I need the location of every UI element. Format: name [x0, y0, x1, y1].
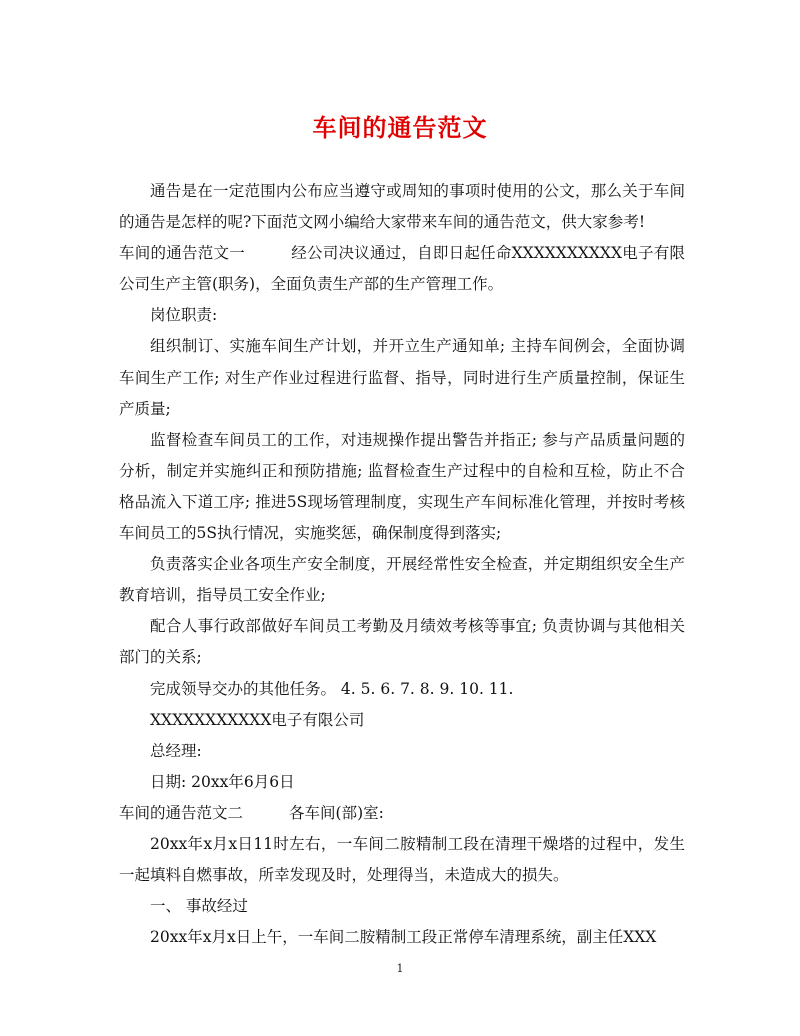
company-name: XXXXXXXXXXX电子有限公司 — [150, 710, 365, 729]
document-title: 车间的通告范文 — [312, 113, 488, 142]
addressee-text: 各车间(部)室: — [289, 803, 384, 822]
duty-paragraph: 完成领导交办的其他任务。 4. 5. 6. 7. 8. 9. 10. 11. — [150, 679, 514, 698]
duty-paragraph: 组织制订、实施车间生产计划，并开立生产通知单; 主持车间例会，全面协调车间生产工作; 对生产作业过程进行监督、指导，同时进行生产质量控制，保证生产质量; — [119, 337, 685, 418]
appointment-text: 经公司决议通过，自即日起任命XXXXXXXXXX电子有限公司生产主管(职务)，全面负责生产部的生产管理工作。 — [119, 244, 685, 294]
section-label-example-one: 车间的通告范文一 — [119, 244, 245, 263]
date-line: 日期: 20xx年6月6日 — [150, 772, 295, 791]
document-body — [119, 176, 685, 953]
duty-paragraph: 负责落实企业各项生产安全制度，开展经常性安全检查，并定期组织安全生产教育培训，指导员工安全作业; — [119, 555, 685, 605]
example-one-paragraph — [119, 238, 685, 300]
incident-detail-paragraph: 20xx年x月x日上午，一车间二胺精制工段正常停车清理系统，副主任XXX — [150, 928, 657, 947]
page-number: 1 — [396, 962, 404, 975]
example-two-paragraph — [119, 798, 685, 829]
incident-summary-paragraph: 20xx年x月x日11时左右，一车间二胺精制工段在清理干燥塔的过程中，发生一起填料自燃事故，所幸发现及时，处理得当，未造成大的损失。 — [119, 834, 685, 885]
section-label-example-two: 车间的通告范文二 — [119, 803, 244, 822]
section-heading-incident: 一、 事故经过 — [150, 897, 248, 916]
duty-paragraph: 配合人事行政部做好车间员工考勤及月绩效考核等事宜; 负责协调与其他相关部门的关系; — [119, 617, 685, 667]
duty-paragraph: 监督检查车间员工的工作，对违规操作提出警告并指正; 参与产品质量问题的分析，制定并实施纠正和预防措施; 监督检查生产过程中的自检和互检，防止不合格品流入下道工序; 推进5S现场管理制度，实现生产车间标准化管理，并按时考核车间员工的5S执行情况，实施奖惩，确保制度得到落实; — [119, 430, 685, 543]
general-manager-line: 总经理: — [150, 741, 202, 760]
duties-heading: 岗位职责: — [150, 306, 218, 325]
intro-paragraph: 通告是在一定范围内公布应当遵守或周知的事项时使用的公文，那么关于车间的通告是怎样的呢?下面范文网小编给大家带来车间的通告范文，供大家参考! — [119, 182, 685, 232]
